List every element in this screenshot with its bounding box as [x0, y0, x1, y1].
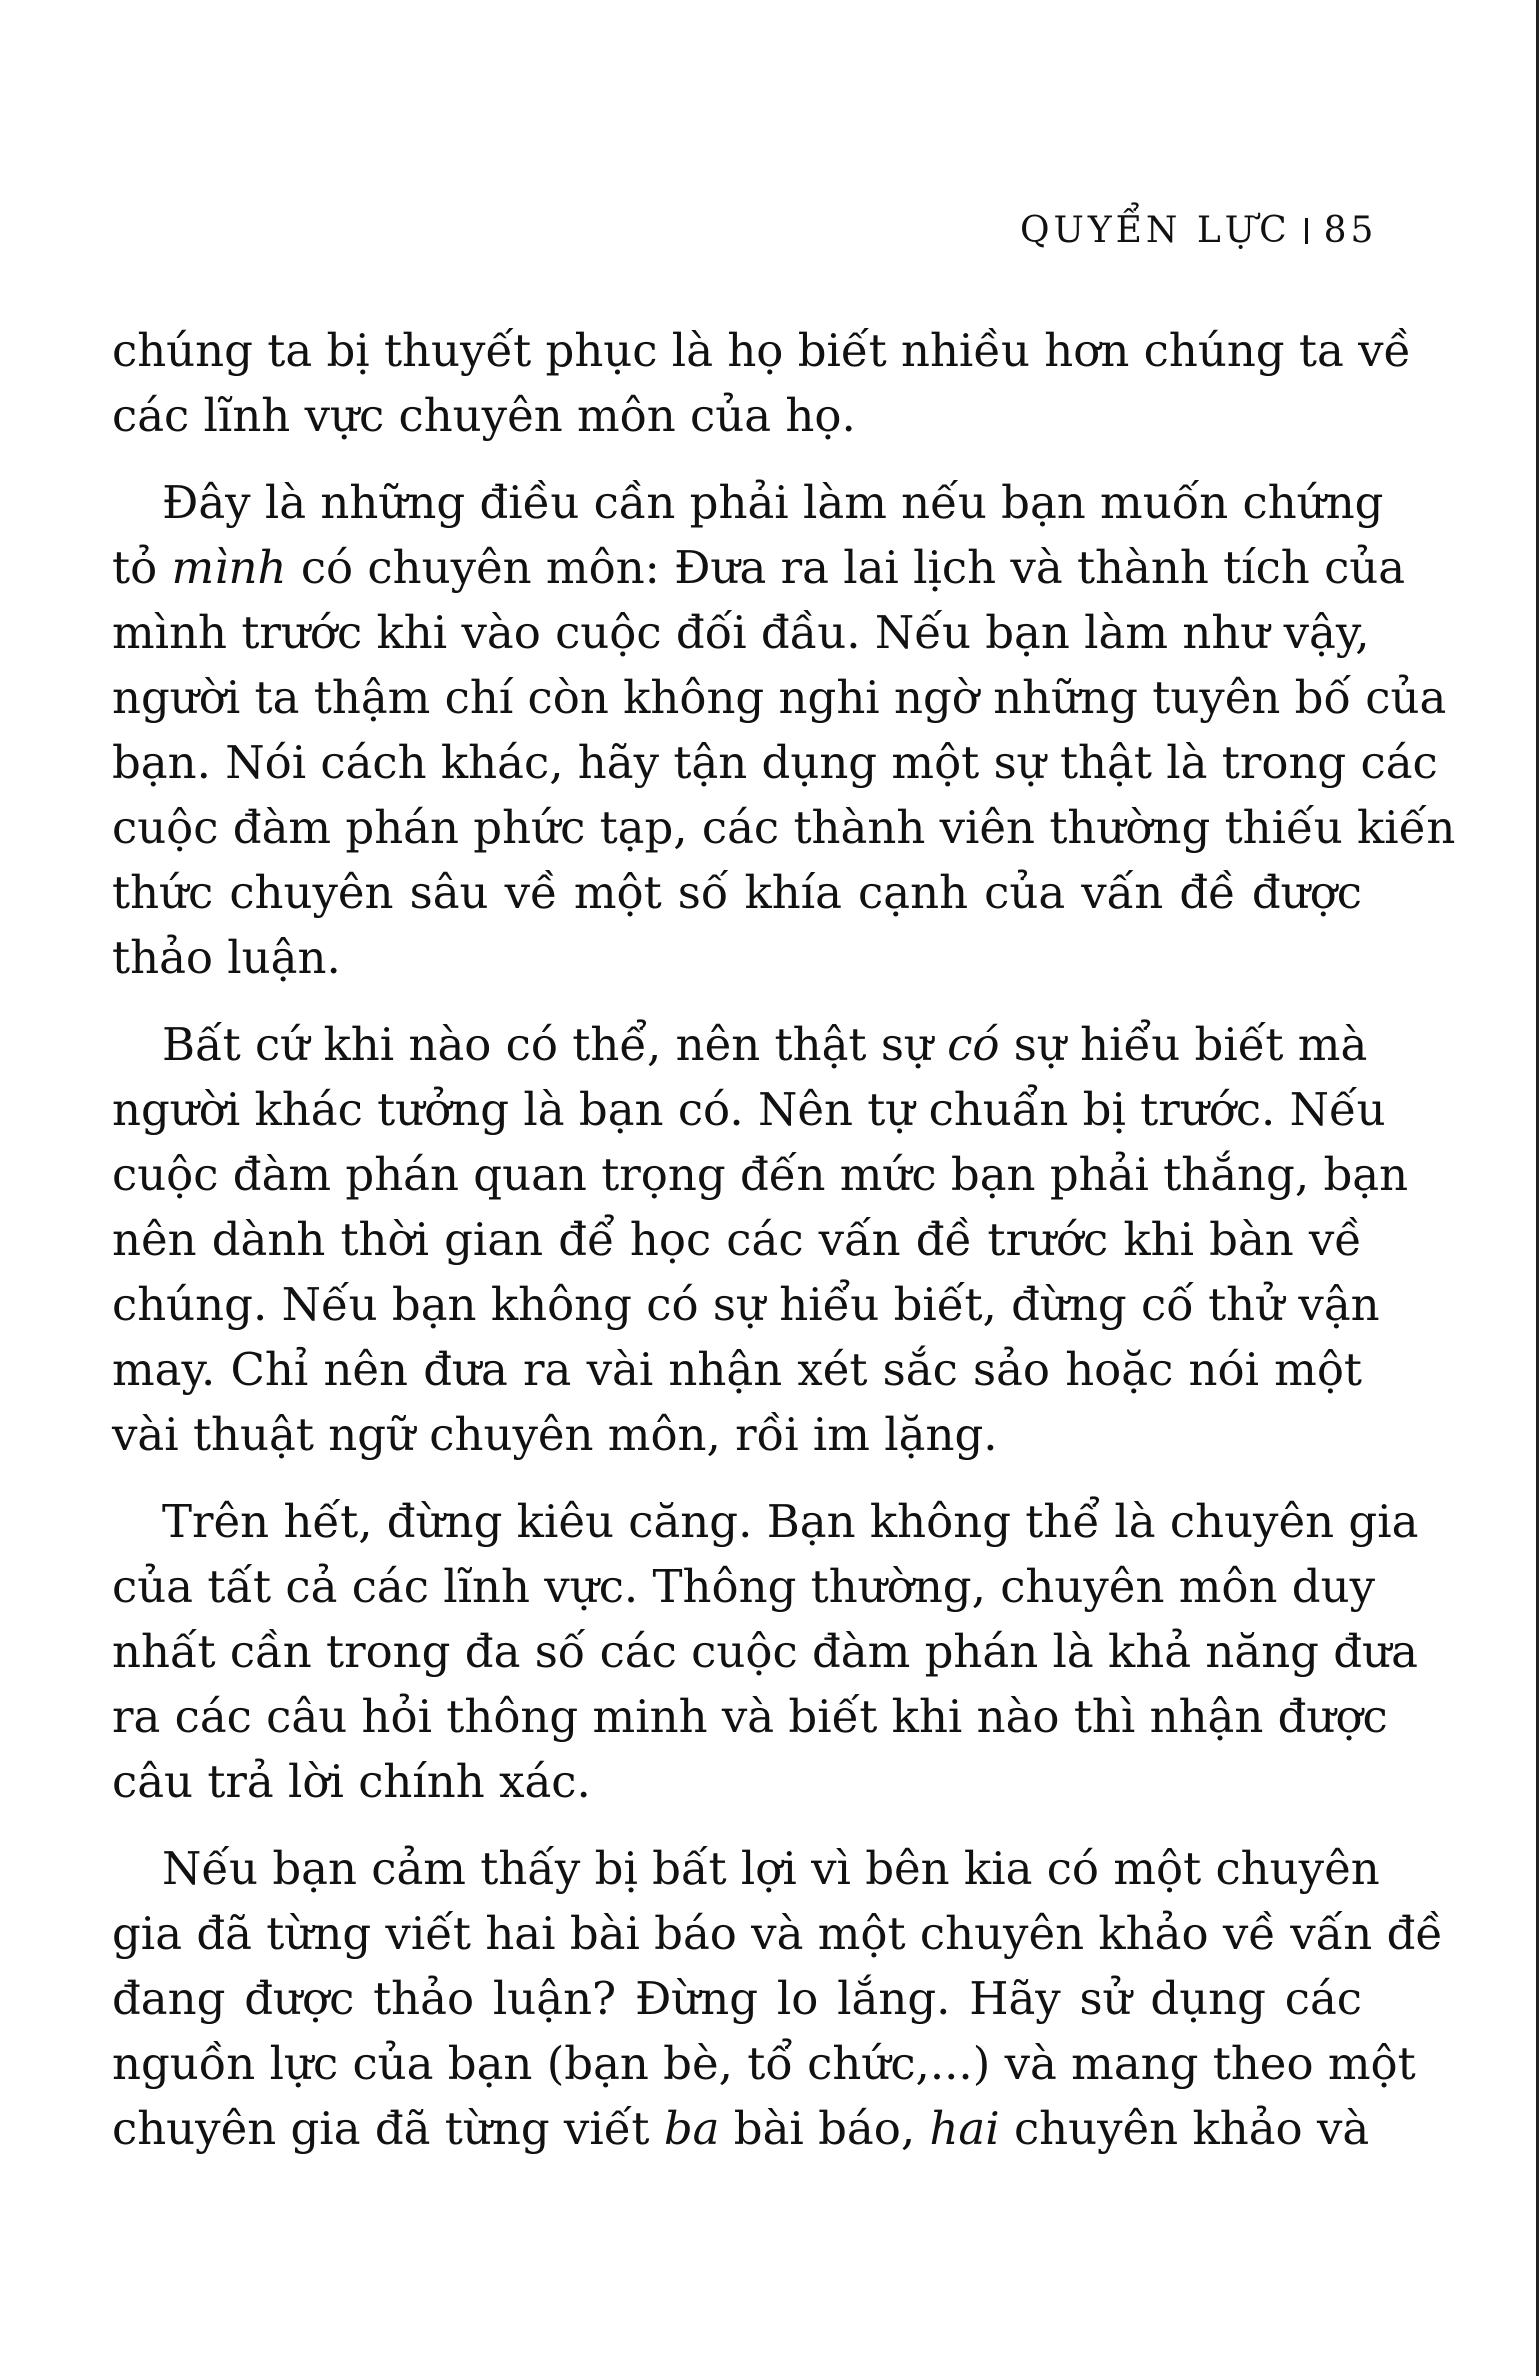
text-line: vài thuật ngữ chuyên môn, rồi im lặng. — [112, 1408, 998, 1461]
text-line: thức chuyên sâu về một số khía cạnh của vấn đề được — [112, 866, 1362, 919]
page-number: 85 — [1323, 210, 1378, 251]
text-line: các lĩnh vực chuyên môn của họ. — [112, 389, 856, 442]
paragraph-2 — [112, 470, 1456, 990]
text-line: người khác tưởng là bạn có. Nên tự chuẩn bị trước. Nếu — [112, 1083, 1386, 1136]
body-text — [112, 318, 1456, 2183]
text-segment: sự hiểu biết mà — [999, 1018, 1368, 1071]
text-line: cuộc đàm phán phức tạp, các thành viên thường thiếu kiến — [112, 801, 1456, 854]
text-segment: bài báo, — [719, 2102, 930, 2155]
paragraph-5 — [112, 1836, 1444, 2161]
text-line: người ta thậm chí còn không nghi ngờ những tuyên bố của — [112, 671, 1447, 724]
text-segment: tỏ — [112, 541, 172, 594]
paragraph-3 — [112, 1012, 1409, 1467]
emphasis-text: hai — [929, 2102, 1000, 2155]
paragraph-1 — [112, 318, 1412, 448]
text-line: ra các câu hỏi thông minh và biết khi nào thì nhận được — [112, 1690, 1388, 1743]
text-line — [112, 2096, 1370, 2161]
text-segment: chuyên khảo và — [999, 2102, 1370, 2155]
text-line: câu trả lời chính xác. — [112, 1755, 591, 1808]
text-line: may. Chỉ nên đưa ra vài nhận xét sắc sảo hoặc nói một — [112, 1343, 1362, 1396]
text-line: bạn. Nói cách khác, hãy tận dụng một sự thật là trong các — [112, 736, 1438, 789]
text-line: Đây là những điều cần phải làm nếu bạn muốn chứng — [162, 476, 1384, 529]
text-line: thảo luận. — [112, 931, 341, 984]
text-line: Trên hết, đừng kiêu căng. Bạn không thể là chuyên gia — [162, 1495, 1419, 1548]
emphasis-text: ba — [663, 2102, 720, 2155]
paragraph-4 — [112, 1489, 1419, 1814]
text-line: nguồn lực của bạn (bạn bè, tổ chức,...) và mang theo một — [112, 2037, 1416, 2090]
header-separator — [1305, 218, 1308, 244]
text-segment: Bất cứ khi nào có thể, nên thật sự — [162, 1018, 948, 1071]
text-line: gia đã từng viết hai bài báo và một chuyên khảo về vấn đề — [112, 1907, 1444, 1960]
text-line: chúng. Nếu bạn không có sự hiểu biết, đừng cố thử vận — [112, 1278, 1380, 1331]
running-header — [1020, 210, 1378, 251]
text-line: đang được thảo luận? Đừng lo lắng. Hãy sử dụng các — [112, 1972, 1362, 2025]
text-segment: có chuyên môn: Đưa ra lai lịch và thành tích của — [286, 541, 1406, 594]
text-line — [112, 1012, 1368, 1077]
text-line: mình trước khi vào cuộc đối đầu. Nếu bạn làm như vậy, — [112, 606, 1370, 659]
text-line: chúng ta bị thuyết phục là họ biết nhiều hơn chúng ta về — [112, 324, 1412, 377]
text-line: nên dành thời gian để học các vấn đề trước khi bàn về — [112, 1213, 1362, 1266]
text-line: của tất cả các lĩnh vực. Thông thường, chuyên môn duy — [112, 1560, 1375, 1613]
text-line: Nếu bạn cảm thấy bị bất lợi vì bên kia có một chuyên — [162, 1842, 1380, 1895]
chapter-title: QUYỂN LỰC — [1020, 210, 1291, 251]
text-line — [112, 535, 1406, 600]
emphasis-text: có — [947, 1018, 1000, 1071]
text-line: cuộc đàm phán quan trọng đến mức bạn phải thắng, bạn — [112, 1148, 1409, 1201]
emphasis-text: mình — [171, 541, 287, 594]
text-segment: chuyên gia đã từng viết — [112, 2102, 664, 2155]
text-line: nhất cần trong đa số các cuộc đàm phán là khả năng đưa — [112, 1625, 1418, 1678]
